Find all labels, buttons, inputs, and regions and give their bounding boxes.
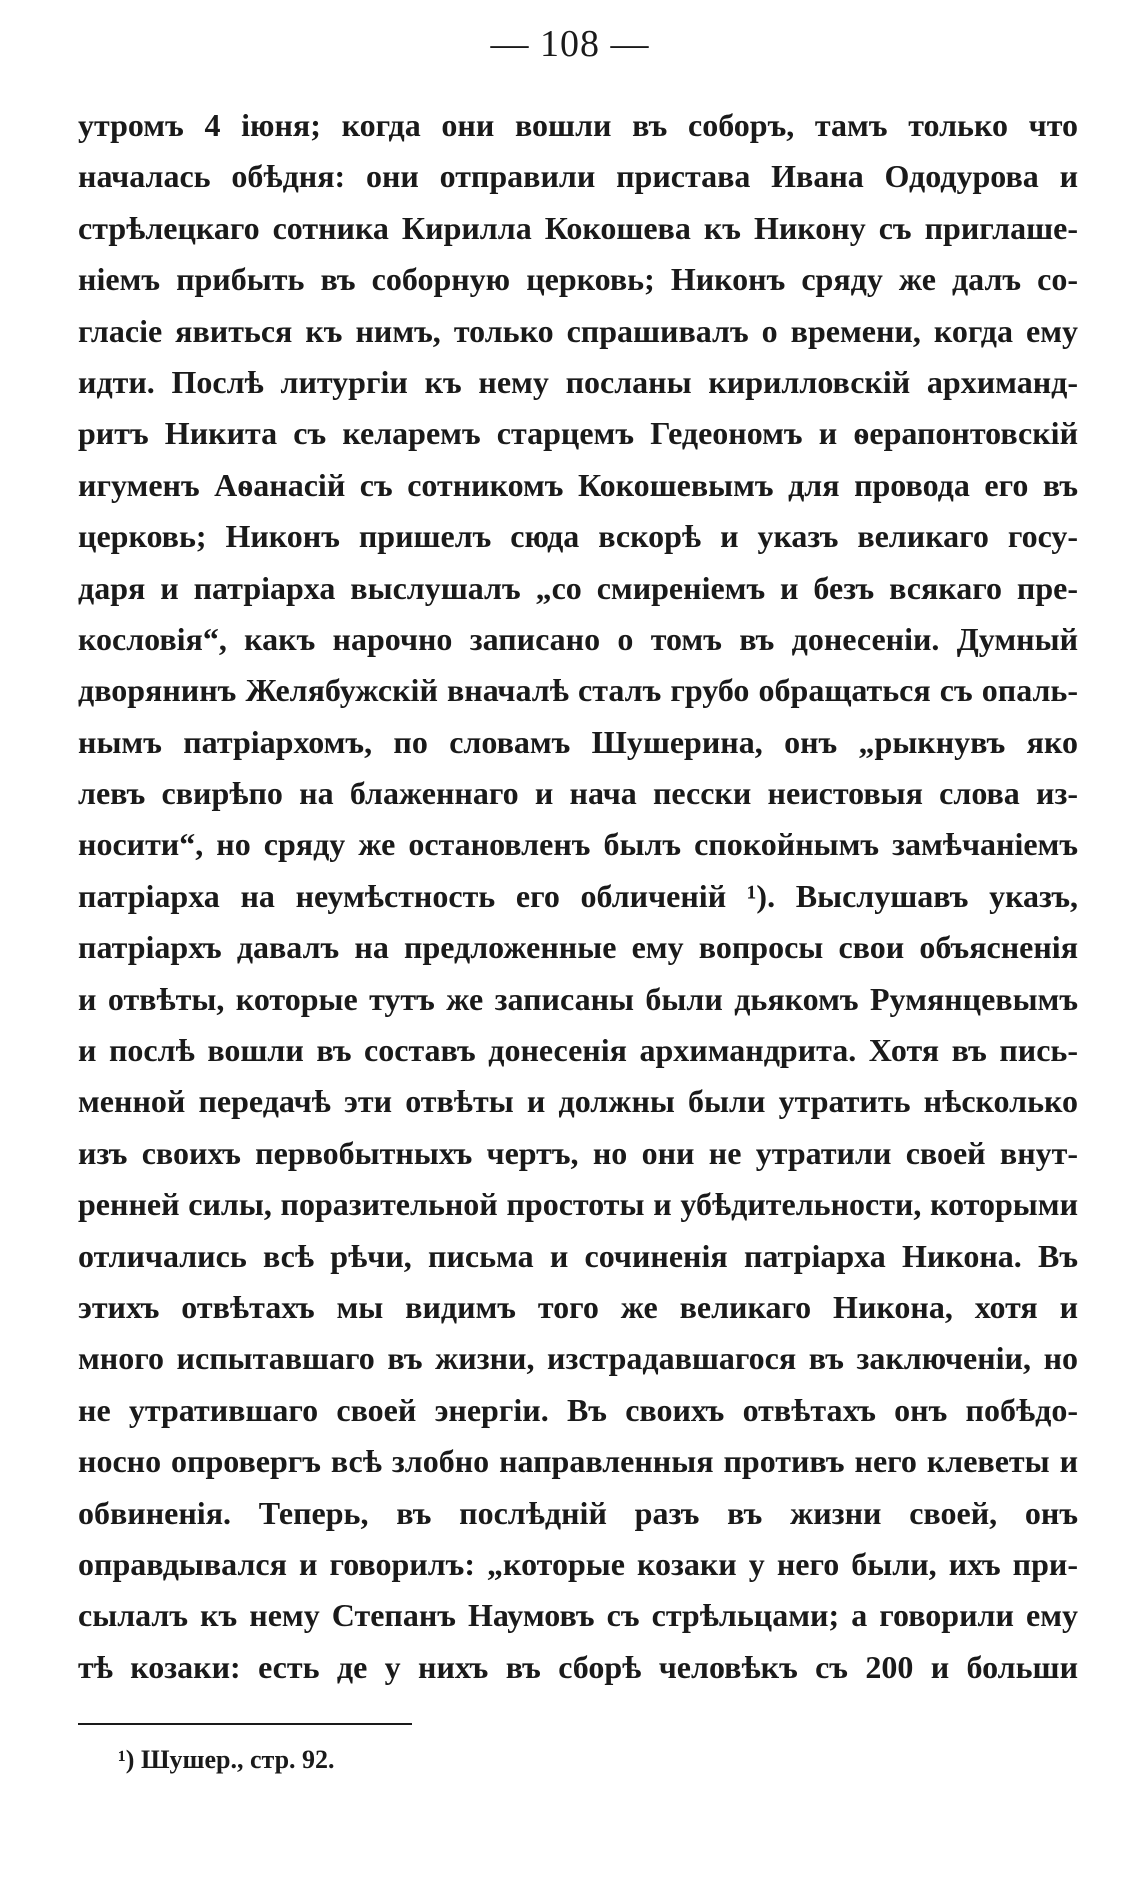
footnote: ¹) Шушер., стр. 92. <box>118 1745 335 1774</box>
text-line: гласіе явиться къ нимъ, только спрашивалъ о времени, когда ему <box>78 312 1078 349</box>
text-line: много испытавшаго въ жизни, изстрадавшагося въ заключеніи, но <box>78 1340 1078 1377</box>
text-line: и отвѣты, которые тутъ же записаны были дьякомъ Румянцевымъ <box>78 980 1078 1017</box>
text-line: тѣ козаки: есть де у нихъ въ сборѣ человѣкъ съ 200 и больши <box>78 1648 1078 1685</box>
footnote-divider <box>78 1723 412 1725</box>
text-line: даря и патріарха выслушалъ „со смиреніемъ и безъ всякаго пре- <box>78 569 1078 606</box>
body-text <box>78 100 1078 1693</box>
text-line: менной передачѣ эти отвѣты и должны были утратить нѣсколько <box>78 1083 1078 1120</box>
text-line: дворянинъ Желябужскій вначалѣ сталъ грубо обращаться съ опаль- <box>78 672 1078 709</box>
text-line: патріархъ давалъ на предложенные ему вопросы свои объясненія <box>78 929 1078 966</box>
text-line: оправдывался и говорилъ: „которые козаки у него были, ихъ при- <box>78 1545 1078 1582</box>
text-line: обвиненія. Теперь, въ послѣдній разъ въ жизни своей, онъ <box>78 1494 1078 1531</box>
text-line: сылалъ къ нему Степанъ Наумовъ съ стрѣльцами; а говорили ему <box>78 1597 1078 1634</box>
text-line: игуменъ Аѳанасій съ сотникомъ Кокошевымъ для провода его въ <box>78 466 1078 503</box>
text-line: левъ свирѣпо на блаженнаго и нача песски неистовыя слова из- <box>78 775 1078 812</box>
text-line: отличались всѣ рѣчи, письма и сочиненія патріарха Никона. Въ <box>78 1237 1078 1274</box>
text-line: нымъ патріархомъ, по словамъ Шушерина, онъ „рыкнувъ яко <box>78 723 1078 760</box>
text-line: этихъ отвѣтахъ мы видимъ того же великаго Никона, хотя и <box>78 1288 1078 1325</box>
text-line: носно опровергъ всѣ злобно направленныя противъ него клеветы и <box>78 1443 1078 1480</box>
text-line: ніемъ прибыть въ соборную церковь; Никонъ сряду же далъ со- <box>78 261 1078 298</box>
text-line: изъ своихъ первобытныхъ чертъ, но они не утратили своей внут- <box>78 1134 1078 1171</box>
text-line: началась обѣдня: они отправили пристава Ивана Ододурова и <box>78 158 1078 195</box>
text-line: не утратившаго своей энергіи. Въ своихъ отвѣтахъ онъ побѣдо- <box>78 1391 1078 1428</box>
page-number: — 108 — <box>490 23 650 65</box>
text-line: кословія“, какъ нарочно записано о томъ въ донесеніи. Думный <box>78 620 1078 657</box>
text-line: стрѣлецкаго сотника Кирилла Кокошева къ Никону съ приглаше- <box>78 209 1078 246</box>
text-line: идти. Послѣ литургіи къ нему посланы кирилловскій архиманд- <box>78 363 1078 400</box>
text-line: ренней силы, поразительной простоты и убѣдительности, которыми <box>78 1186 1078 1223</box>
text-line: и послѣ вошли въ составъ донесенія архимандрита. Хотя въ пись- <box>78 1032 1078 1069</box>
text-line: патріарха на неумѣстность его обличеній ¹). Выслушавъ указъ, <box>78 877 1078 914</box>
text-line: носити“, но сряду же остановленъ былъ спокойнымъ замѣчаніемъ <box>78 826 1078 863</box>
text-line: церковь; Никонъ пришелъ сюда вскорѣ и указъ великаго госу- <box>78 518 1078 555</box>
text-line: ритъ Никита съ келаремъ старцемъ Гедеономъ и ѳерапонтовскій <box>78 415 1078 452</box>
text-line: утромъ 4 іюня; когда они вошли въ соборъ, тамъ только что <box>78 107 1078 143</box>
